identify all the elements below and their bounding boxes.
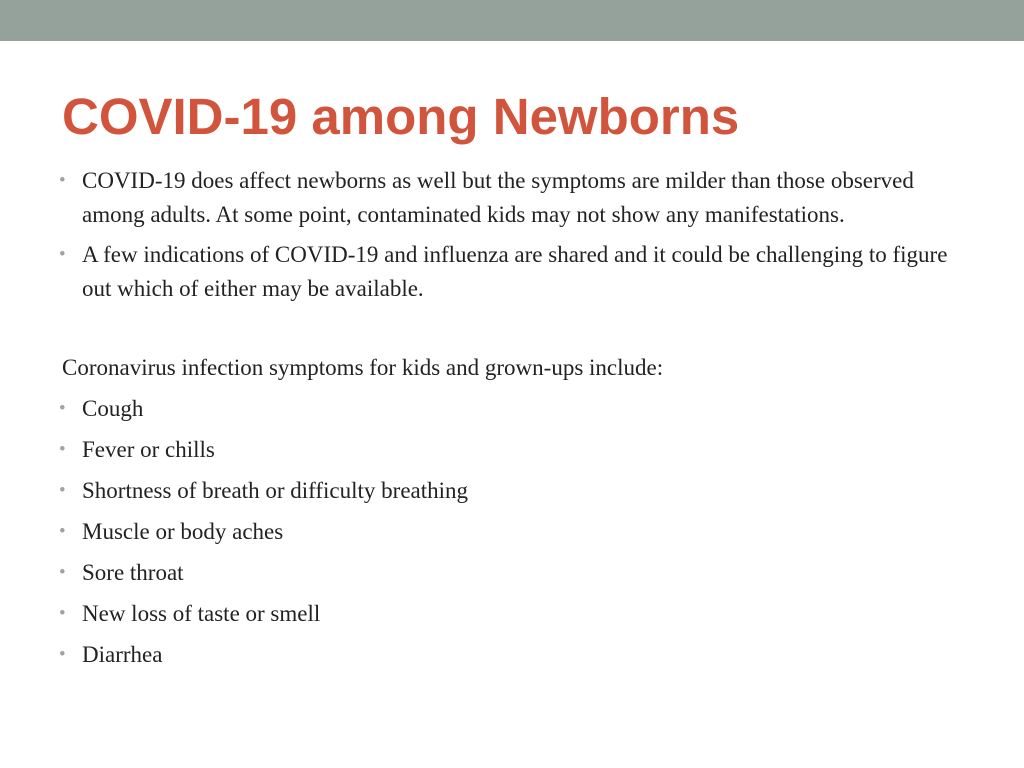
list-item: [59, 392, 962, 426]
list-item: [59, 638, 962, 672]
bullet-icon: •: [59, 170, 66, 191]
bullet-icon: •: [59, 439, 66, 460]
bullet-text: A few indications of COVID-19 and influenza are shared and it could be challenging to figure out which of either may be available.: [82, 242, 948, 301]
symptom-bullet-list: [59, 392, 962, 672]
bullet-icon: •: [59, 644, 66, 665]
list-item: [59, 433, 962, 467]
slide-body: [59, 164, 962, 679]
list-item: [59, 474, 962, 508]
list-item: [59, 515, 962, 549]
bullet-icon: •: [59, 244, 66, 265]
list-item: [59, 597, 962, 631]
bullet-icon: •: [59, 562, 66, 583]
symptom-text: Sore throat: [82, 560, 184, 585]
symptom-text: Muscle or body aches: [82, 519, 284, 544]
symptom-text: Shortness of breath or difficulty breathing: [82, 478, 469, 503]
list-item: [59, 164, 962, 232]
list-item: [59, 556, 962, 590]
bullet-icon: •: [59, 603, 66, 624]
bullet-icon: •: [59, 398, 66, 419]
bullet-icon: •: [59, 480, 66, 501]
bullet-text: COVID-19 does affect newborns as well but the symptoms are milder than those observed among adults. At some point, contaminated kids may not show any manifestations.: [82, 168, 914, 227]
symptom-text: Fever or chills: [82, 437, 215, 462]
slide-title: COVID-19 among Newborns: [62, 88, 740, 145]
symptoms-lead-in: Coronavirus infection symptoms for kids and grown-ups include:: [62, 355, 664, 380]
intro-bullet-list: [59, 164, 962, 306]
symptom-text: Diarrhea: [82, 642, 163, 667]
bullet-icon: •: [59, 521, 66, 542]
list-item: [59, 238, 962, 306]
top-accent-bar: [0, 0, 1024, 41]
symptom-text: Cough: [82, 396, 144, 421]
symptom-text: New loss of taste or smell: [82, 601, 321, 626]
